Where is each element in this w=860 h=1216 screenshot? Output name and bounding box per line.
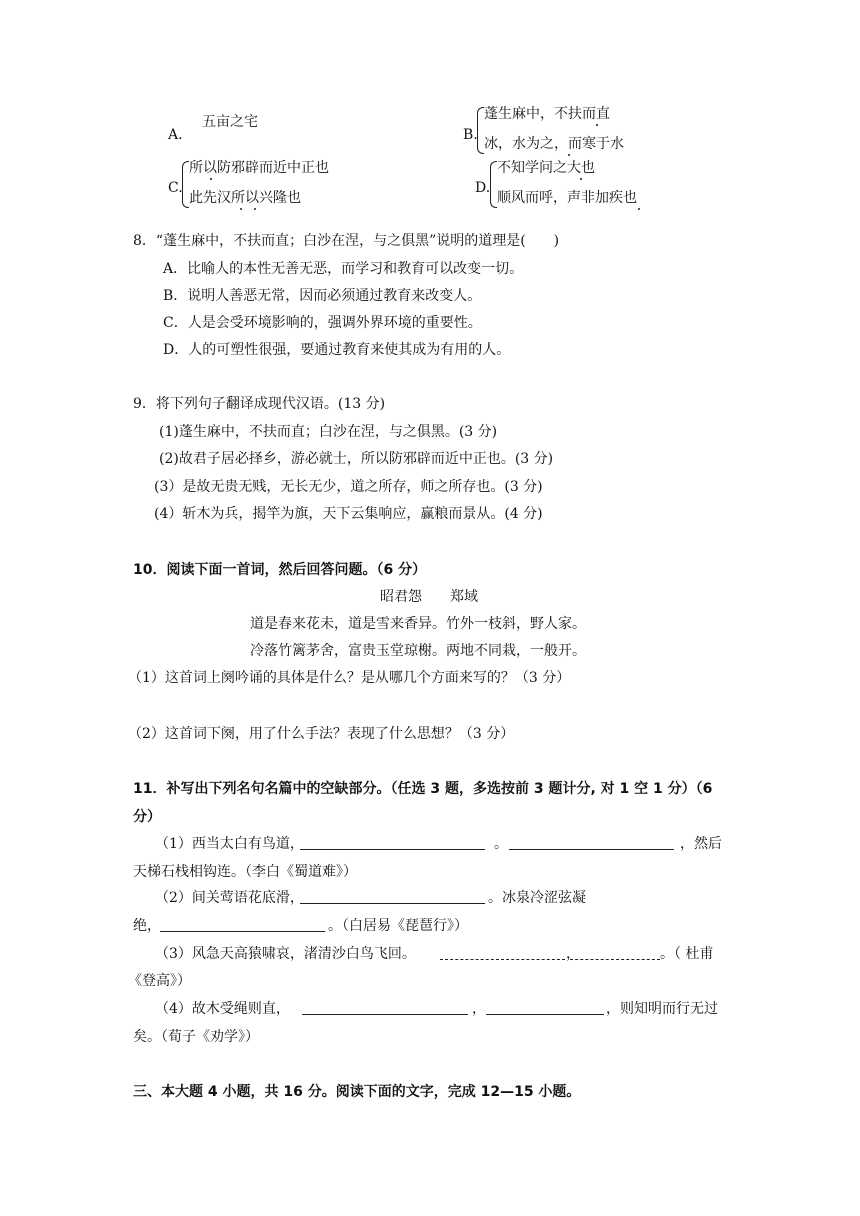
option-a-line: 五亩之宅 [202, 114, 258, 130]
q11-item2-text: （2）间关莺语花底滑， [155, 890, 304, 906]
q9-item: (1)蓬生麻中，不扶而直；白沙在涅，与之俱黑。(3 分) [159, 424, 498, 440]
emphasis-dot [210, 178, 212, 180]
option-a-label: A. [168, 127, 183, 143]
option-b-line2: 冰，水为之，而寒于水 [484, 136, 624, 152]
emphasis-dot [596, 124, 598, 126]
option-d-line2: 顺风而呼，声非加疾也 [497, 190, 637, 206]
q11-item1-cont: 天梯石栈相钩连。（李白《蜀道难》） [133, 864, 357, 880]
q10-sub2: （2）这首词下阕，用了什么手法？表现了什么思想？（3 分） [128, 726, 515, 742]
emphasis-dot [568, 154, 570, 156]
option-c-line2: 此先汉所以兴隆也 [189, 190, 301, 206]
q11-item3-text: （3）风急天高猿啸哀，渚清沙白鸟飞回。 [155, 946, 416, 962]
option-b-label: B. [463, 127, 478, 143]
q8-option: C．人是会受环境影响的，强调外界环境的重要性。 [163, 315, 482, 331]
q11-item3-cont: 《登高》） [128, 973, 191, 989]
blank-line [300, 837, 485, 850]
q11-item3-mid: ， [566, 946, 580, 962]
q9-item: (4）斩木为兵，揭竿为旗，天下云集响应，赢粮而景从。(4 分) [154, 506, 543, 522]
q9-stem: 9．将下列句子翻译成现代汉语。(13 分) [133, 396, 386, 412]
brace-d [490, 161, 497, 208]
q8-option: D．人的可塑性很强，要通过教育来使其成为有用的人。 [163, 342, 511, 358]
brace-b [477, 107, 484, 154]
q10-sub1: （1）这首词上阕吟诵的具体是什么？是从哪几个方面来写的？（3 分） [128, 670, 571, 686]
blank-line [509, 837, 674, 850]
option-d-label: D. [475, 180, 491, 196]
q11-item1-text: （1）西当太白有鸟道， [155, 836, 304, 852]
blank-line [486, 1002, 604, 1015]
q11-item1-end: ，然后 [680, 836, 722, 852]
q9-item: (3）是故无贵无贱，无长无少，道之所存，师之所存也。(3 分) [154, 479, 543, 495]
blank-line [570, 947, 660, 960]
q11-item2-start: 绝， [133, 918, 161, 934]
blank-line [440, 947, 565, 960]
option-c-label: C. [168, 180, 183, 196]
section-3-heading: 三、本大题 4 小题，共 16 分。阅读下面的文字，完成 12—15 小题。 [133, 1084, 581, 1100]
q11-item3-end: 。（ 杜甫 [660, 946, 714, 962]
emphasis-dot [254, 208, 256, 210]
q8-option: B．说明人善恶无常，因而必须通过教育来改变人。 [163, 288, 482, 304]
q8-stem: 8．“蓬生麻中，不扶而直；白沙在涅，与之俱黑”说明的道理是( ) [133, 233, 560, 249]
q11-stem-line2: 分） [133, 809, 161, 825]
emphasis-dot [580, 178, 582, 180]
q11-item1-mid: 。 [494, 836, 508, 852]
q8-option: A．比喻人的本性无善无恶，而学习和教育可以改变一切。 [163, 261, 524, 277]
q11-item4-end: ，则知明而行无过 [606, 1001, 718, 1017]
blank-line [300, 891, 485, 904]
option-d-line1: 不知学问之大也 [497, 160, 595, 176]
option-b-line1: 蓬生麻中，不扶而直 [484, 106, 610, 122]
q9-item: (2)故君子居必择乡，游必就士，所以防邪辟而近中正也。(3 分) [159, 451, 554, 467]
q11-item2-mid: 。冰泉冷涩弦凝 [488, 890, 586, 906]
poem-title: 昭君怨 郑域 [380, 589, 478, 605]
q11-stem-line1: 11．补写出下列名句名篇中的空缺部分。（任选 3 题，多选按前 3 题计分, 对 1 空 1 分）（6 [133, 781, 713, 797]
poem-line: 道是春来花未，道是雪来香异。竹外一枝斜，野人家。 [250, 616, 586, 632]
brace-c [182, 161, 189, 208]
blank-line [302, 1002, 468, 1015]
q11-item4-text: （4）故木受绳则直， [155, 1001, 290, 1017]
q10-stem: 10．阅读下面一首词，然后回答问题。（6 分） [133, 562, 427, 578]
q11-item4-cont: 矣。（荀子《劝学》） [133, 1029, 259, 1045]
emphasis-dot [240, 208, 242, 210]
q11-item2-end: 。（白居易《琵琶行》） [328, 918, 468, 934]
emphasis-dot [638, 208, 640, 210]
poem-line: 冷落竹篱茅舍，富贵玉堂琼榭。两地不同栽，一般开。 [250, 643, 586, 659]
blank-line [160, 919, 325, 932]
option-c-line1: 所以防邪辟而近中正也 [189, 160, 329, 176]
q11-item4-mid: ， [472, 1001, 486, 1017]
